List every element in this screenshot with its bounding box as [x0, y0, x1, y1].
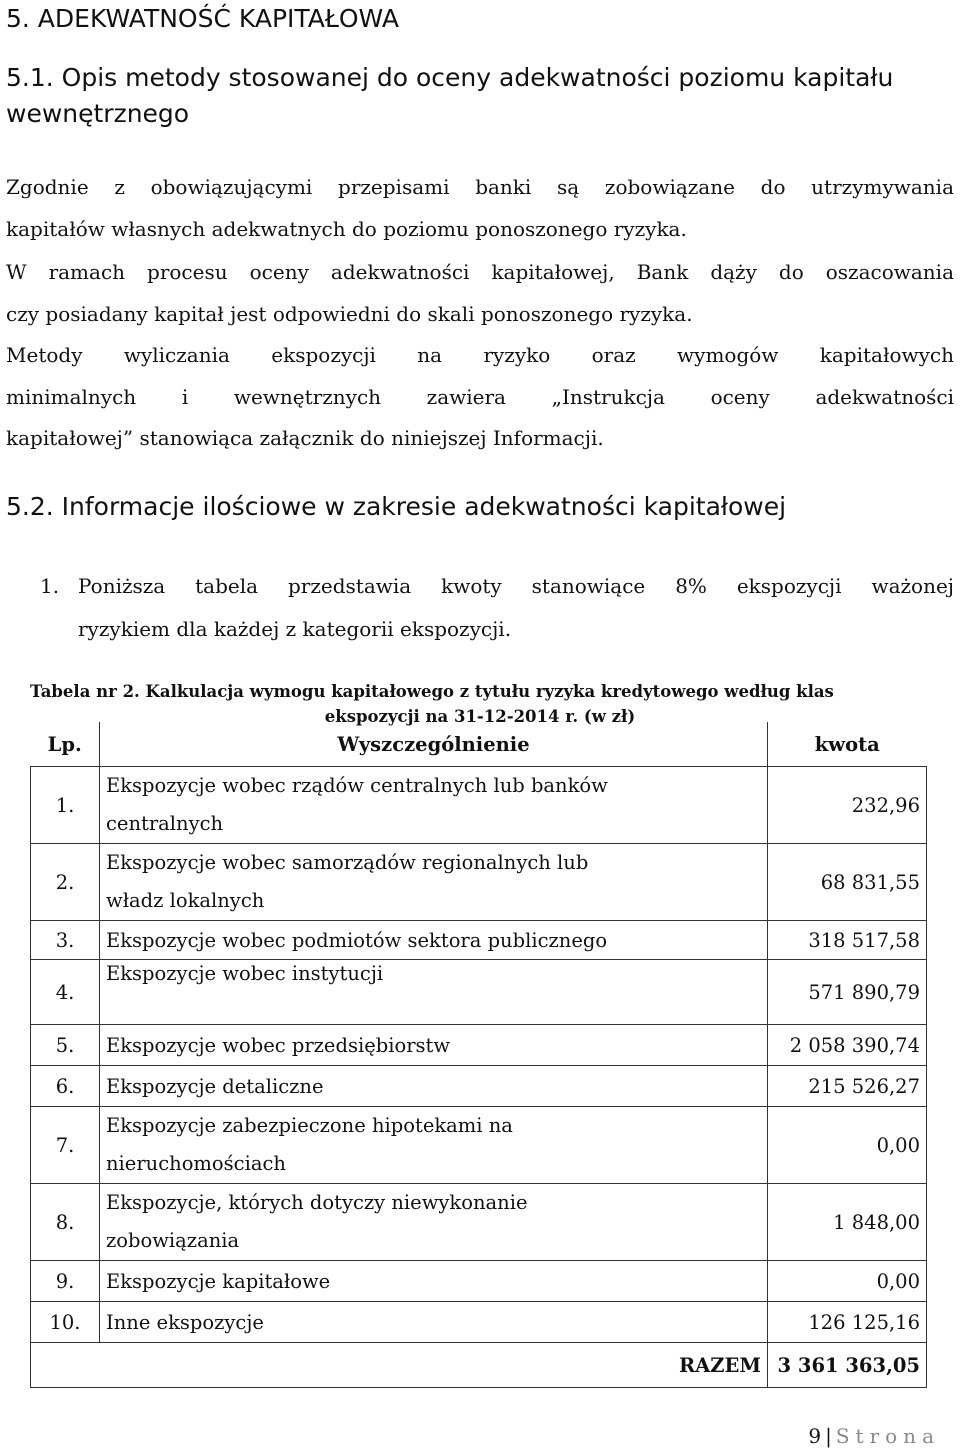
table-caption-line-1: Tabela nr 2. Kalkulacja wymogu kapitałowego z tytułu ryzyka kredytowego według klas — [30, 682, 834, 701]
exposure-table — [30, 722, 927, 1388]
paragraph-1 — [6, 167, 954, 250]
row-description-line-1: Ekspozycje wobec samorządów regionalnych lub — [106, 851, 589, 874]
row-description-line-1: Ekspozycje, których dotyczy niewykonanie — [106, 1191, 528, 1214]
row-amount: 0,00 — [768, 1261, 927, 1302]
row-description — [100, 1107, 768, 1184]
row-description: Ekspozycje kapitałowe — [100, 1261, 768, 1302]
paragraph-2-line-2: czy posiadany kapitał jest odpowiedni do skali ponoszonego ryzyka. — [6, 301, 693, 326]
row-lp: 4. — [31, 960, 100, 1025]
row-description — [100, 767, 768, 844]
total-label: RAZEM — [31, 1343, 768, 1388]
row-amount: 318 517,58 — [768, 921, 927, 960]
row-description-line-1: Ekspozycje zabezpieczone hipotekami na — [106, 1114, 513, 1137]
paragraph-3 — [6, 335, 954, 460]
row-description: Ekspozycje wobec przedsiębiorstw — [100, 1025, 768, 1066]
row-description-line-1: Ekspozycje wobec rządów centralnych lub banków — [106, 774, 608, 797]
row-lp: 3. — [31, 921, 100, 960]
footer-separator: | — [825, 1424, 832, 1448]
row-lp: 5. — [31, 1025, 100, 1066]
row-lp: 7. — [31, 1107, 100, 1184]
total-amount: 3 361 363,05 — [768, 1343, 927, 1388]
row-description: Ekspozycje wobec podmiotów sektora publicznego — [100, 921, 768, 960]
list-item-number: 1. — [40, 574, 60, 598]
table-row — [31, 960, 927, 1025]
table-row — [31, 1302, 927, 1343]
table-row — [31, 1107, 927, 1184]
row-amount: 68 831,55 — [768, 844, 927, 921]
row-lp: 2. — [31, 844, 100, 921]
paragraph-3-line-1: Metody wyliczania ekspozycji na ryzyko oraz wymogów kapitałowych — [6, 343, 954, 367]
page-word: Strona — [835, 1424, 940, 1448]
table-total-row — [31, 1343, 927, 1388]
row-amount: 2 058 390,74 — [768, 1025, 927, 1066]
table-row — [31, 921, 927, 960]
page-number: 9 — [808, 1424, 822, 1448]
table-row — [31, 844, 927, 921]
list-item-line-2: ryzykiem dla każdej z kategorii ekspozycji. — [78, 617, 512, 641]
table-caption-line-2: ekspozycji na 31-12-2014 r. (w zł) — [324, 707, 636, 726]
paragraph-1-line-1: Zgodnie z obowiązującymi przepisami banki są zobowiązane do utrzymywania — [6, 175, 954, 199]
row-description: Ekspozycje detaliczne — [100, 1066, 768, 1107]
row-amount: 571 890,79 — [768, 960, 927, 1025]
section-title: 5. ADEKWATNOŚĆ KAPITAŁOWA — [6, 4, 400, 33]
row-description — [100, 844, 768, 921]
paragraph-2-line-1: W ramach procesu oceny adekwatności kapitałowej, Bank dąży do oszacowania — [6, 260, 954, 284]
row-description: Ekspozycje wobec instytucji — [100, 960, 768, 1025]
table-row — [31, 1261, 927, 1302]
row-description: Inne ekspozycje — [100, 1302, 768, 1343]
row-description-line-2: nieruchomościach — [106, 1152, 286, 1175]
row-description-line-2: centralnych — [106, 812, 224, 835]
table-row — [31, 1025, 927, 1066]
paragraph-1-line-2: kapitałów własnych adekwatnych do poziomu ponoszonego ryzyka. — [6, 216, 687, 241]
row-amount: 0,00 — [768, 1107, 927, 1184]
row-description-line-2: władz lokalnych — [106, 889, 265, 912]
paragraph-3-line-2: minimalnych i wewnętrznych zawiera „Instrukcja oceny adekwatności — [6, 384, 954, 409]
list-item-line-1: Poniższa tabela przedstawia kwoty stanowiące 8% ekspozycji ważonej — [78, 574, 954, 598]
row-amount: 232,96 — [768, 767, 927, 844]
paragraph-2 — [6, 252, 954, 335]
row-lp: 9. — [31, 1261, 100, 1302]
table-header-row — [31, 722, 927, 767]
row-lp: 10. — [31, 1302, 100, 1343]
row-lp: 1. — [31, 767, 100, 844]
row-amount: 215 526,27 — [768, 1066, 927, 1107]
paragraph-3-line-3: kapitałowej” stanowiąca załącznik do niniejszej Informacji. — [6, 426, 604, 450]
header-lp: Lp. — [31, 722, 100, 767]
header-description: Wyszczególnienie — [100, 722, 768, 767]
table-row — [31, 1184, 927, 1261]
row-amount: 126 125,16 — [768, 1302, 927, 1343]
subsection-title-5-1: 5.1. Opis metody stosowanej do oceny adekwatności poziomu kapitału wewnętrznego — [6, 63, 894, 128]
row-description — [100, 1184, 768, 1261]
subsection-title-5-2: 5.2. Informacje ilościowe w zakresie adekwatności kapitałowej — [6, 492, 787, 521]
page-footer — [808, 1424, 940, 1448]
row-description-line-2: zobowiązania — [106, 1229, 240, 1252]
row-lp: 8. — [31, 1184, 100, 1261]
table-row — [31, 767, 927, 844]
header-amount: kwota — [768, 722, 927, 767]
row-amount: 1 848,00 — [768, 1184, 927, 1261]
table-row — [31, 1066, 927, 1107]
row-lp: 6. — [31, 1066, 100, 1107]
